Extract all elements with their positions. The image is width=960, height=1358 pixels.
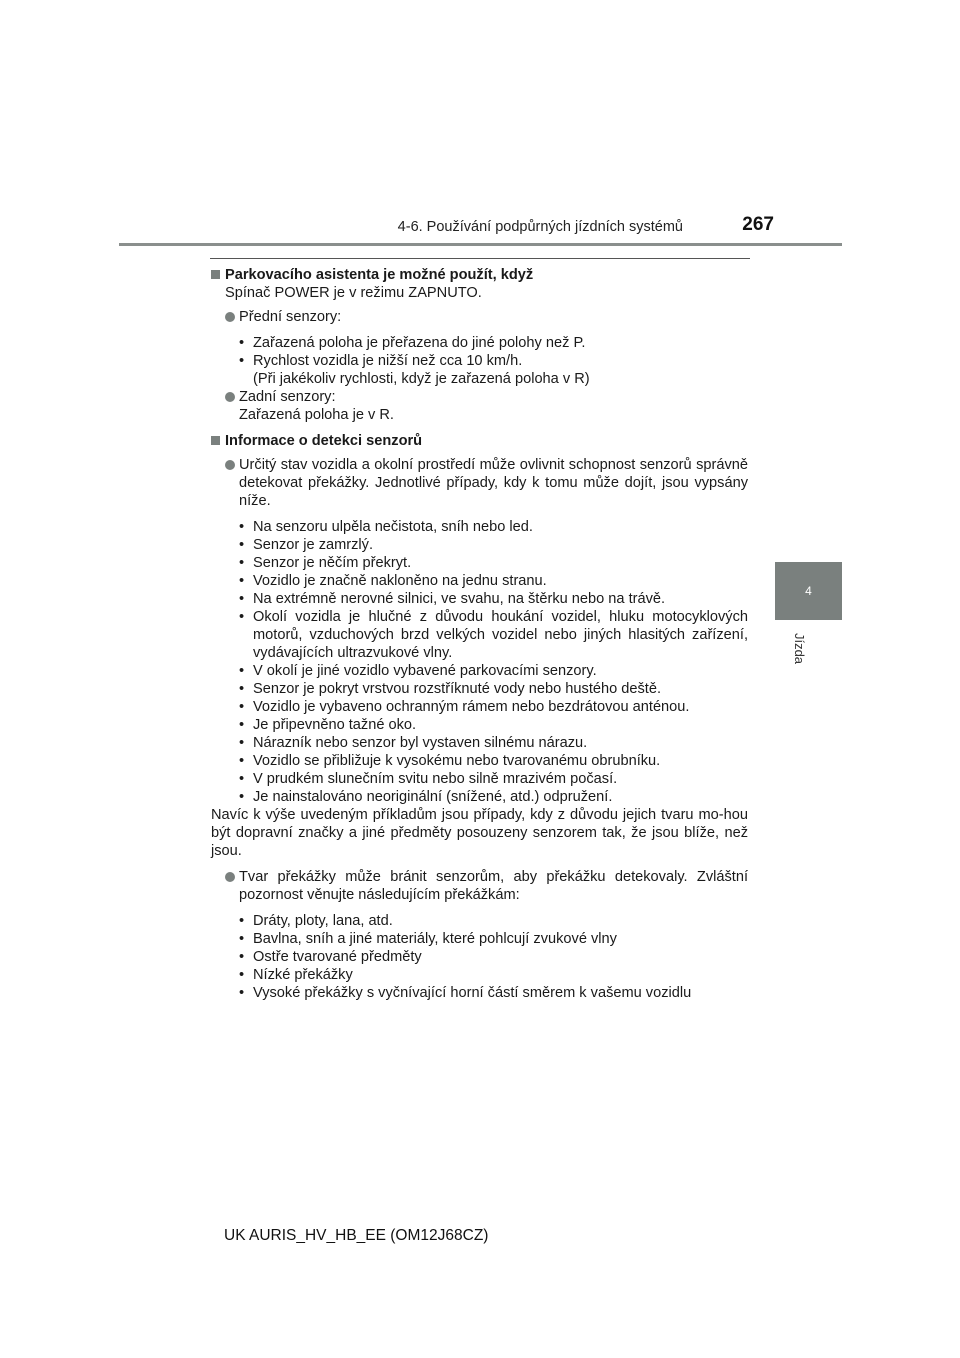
chapter-label-text: Jízda (792, 632, 808, 664)
list-item-continuation: (Při jakékoliv rychlosti, když je zařazená poloha v R) (253, 371, 590, 387)
bullet-list (211, 334, 748, 370)
footer-model-code: UK AURIS_HV_HB_EE (OM12J68CZ) (224, 1227, 489, 1244)
list-item: • Senzor je zamrzlý. (253, 536, 748, 554)
list-item: • Vozidlo se přibližuje k vysokému nebo tvarovanému obrubníku. (253, 752, 748, 770)
list-item: • Vozidlo je značně nakloněno na jednu stranu. (253, 572, 748, 590)
list-item: • Rychlost vozidla je nižší než cca 10 km/h. (253, 352, 748, 370)
dot-item-text: Tvar překážky může bránit senzorům, aby překážku detekovaly. Zvláštní pozornost věnujte následujícím překážkám: (239, 869, 748, 903)
dot-item-text: Určitý stav vozidla a okolní prostředí může ovlivnit schopnost senzorů správně detekovat překážky. Jednotlivé případy, kdy k tomu může dojít, jsou vypsány níže. (239, 457, 748, 509)
circle-bullet-icon (225, 872, 235, 882)
chapter-label (788, 628, 812, 668)
dot-item-continuation: Zařazená poloha je v R. (239, 407, 394, 423)
bullet-list (211, 518, 748, 806)
section-heading-text: Parkovacího asistenta je možné použít, když (225, 267, 534, 283)
header-rule (119, 243, 842, 246)
header-section-title: 4-6. Používání podpůrných jízdních systémů (397, 219, 683, 235)
dot-item (211, 388, 748, 406)
list-item: • Je nainstalováno neoriginální (snížené, atd.) odpružení. (253, 788, 748, 806)
circle-bullet-icon (225, 392, 235, 402)
list-item: • Na extrémně nerovné silnici, ve svahu, na štěrku nebo na trávě. (253, 590, 748, 608)
circle-bullet-icon (225, 460, 235, 470)
list-item: • Senzor je pokryt vrstvou rozstříknuté vody nebo hustého deště. (253, 680, 748, 698)
list-item: • Okolí vozidla je hlučné z důvodu houkání vozidel, hluku motocyklových motorů, vzduchových brzd velkých vozidel nebo jiných hlasitých zařízení, vydávajících ultrazvukové vlny. (253, 608, 748, 662)
section-heading (211, 266, 748, 284)
dot-item (211, 868, 748, 904)
page-number: 267 (742, 214, 774, 235)
dot-item (211, 456, 748, 510)
list-item: • V prudkém slunečním svitu nebo silně mrazivém počasí. (253, 770, 748, 788)
square-bullet-icon (211, 270, 220, 279)
list-item: • Senzor je něčím překryt. (253, 554, 748, 572)
section-heading-text: Informace o detekci senzorů (225, 433, 423, 449)
chapter-tab (775, 562, 842, 620)
circle-bullet-icon (225, 312, 235, 322)
section-heading (211, 432, 748, 450)
list-item: • Bavlna, sníh a jiné materiály, které pohlcují zvukové vlny (253, 930, 748, 948)
dot-item-text: Přední senzory: (239, 309, 342, 325)
paragraph: Navíc k výše uvedeným příkladům jsou případy, kdy z důvodu jejich tvaru mo-hou být dopravní značky a jiné předměty posouzeny senzorem tak, že jsou blíže, než jsou. (211, 807, 748, 859)
list-item: • Ostře tvarované předměty (253, 948, 748, 966)
dot-item (211, 308, 748, 326)
list-item: • Dráty, ploty, lana, atd. (253, 912, 748, 930)
page-content (211, 266, 748, 1002)
bullet-list (211, 912, 748, 1002)
list-item: • Vozidlo je vybaveno ochranným rámem nebo bezdrátovou anténou. (253, 698, 748, 716)
list-item: • V okolí je jiné vozidlo vybavené parkovacími senzory. (253, 662, 748, 680)
dot-item-text: Zadní senzory: (239, 389, 336, 405)
section-intro: Spínač POWER je v režimu ZAPNUTO. (225, 285, 482, 301)
chapter-number: 4 (805, 584, 812, 598)
list-item: • Zařazená poloha je přeřazena do jiné polohy než P. (253, 334, 748, 352)
list-item: • Na senzoru ulpěla nečistota, sníh nebo led. (253, 518, 748, 536)
square-bullet-icon (211, 436, 220, 445)
content-top-rule (210, 258, 750, 259)
list-item: • Vysoké překážky s vyčnívající horní částí směrem k vašemu vozidlu (253, 984, 748, 1002)
list-item: • Nízké překážky (253, 966, 748, 984)
list-item: • Nárazník nebo senzor byl vystaven silnému nárazu. (253, 734, 748, 752)
list-item: • Je připevněno tažné oko. (253, 716, 748, 734)
